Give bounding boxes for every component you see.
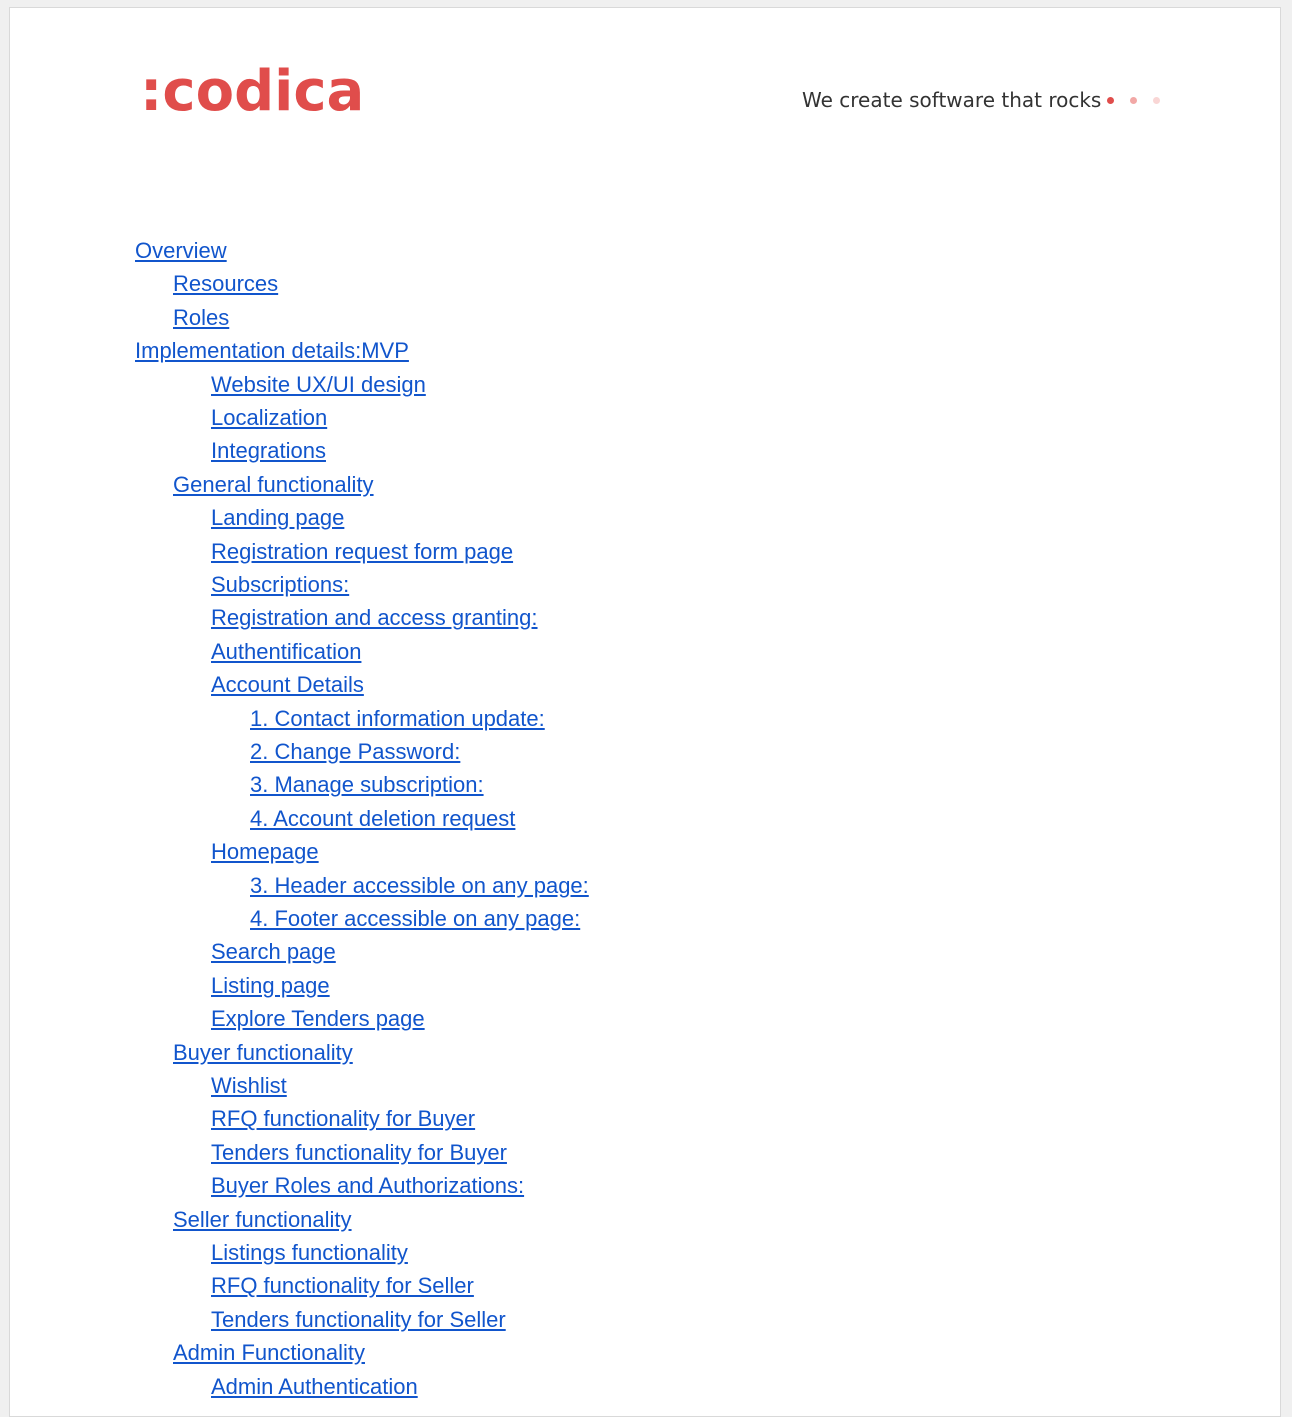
toc-link[interactable]: Search page [211,939,336,965]
tagline [802,88,1176,112]
toc-link[interactable]: Registration request form page [211,538,514,564]
dot-icon [1107,97,1114,104]
document-page [9,7,1281,1417]
toc-link[interactable]: Tenders functionality for Buyer [211,1139,507,1165]
toc-link[interactable]: Subscriptions: [211,572,350,597]
toc-link[interactable]: Homepage [211,839,319,865]
toc-link[interactable]: Admin Authentication [211,1373,418,1399]
toc-link[interactable]: Buyer functionality [173,1039,353,1065]
toc-link[interactable]: Landing page [211,505,345,531]
dot-icon [1130,97,1137,104]
toc-link[interactable]: General functionality [173,471,374,497]
tagline-dots [1107,97,1176,104]
toc-link[interactable]: Overview [135,238,227,263]
toc-link[interactable]: Website UX/UI design [211,371,426,397]
toc-link[interactable]: 2. Change Password: [250,739,461,764]
toc-link[interactable]: RFQ functionality for Seller [211,1273,474,1299]
toc-link[interactable]: 3. Manage subscription: [250,772,484,798]
toc-link[interactable]: 4. Account deletion request [250,805,516,831]
dot-icon [1153,97,1160,104]
toc-link[interactable]: Admin Functionality [173,1340,365,1366]
toc-link[interactable]: Explore Tenders page [211,1006,425,1032]
toc-link[interactable]: Listings functionality [211,1240,408,1265]
toc-link[interactable]: Seller functionality [173,1206,352,1232]
toc-link[interactable]: Implementation details:MVP [135,338,409,364]
toc-link[interactable]: Roles [173,304,230,330]
toc-link[interactable]: Localization [211,405,328,430]
toc-link[interactable]: Buyer Roles and Authorizations: [211,1173,525,1199]
toc-link[interactable]: Resources [173,271,279,297]
toc-link[interactable]: Wishlist [211,1073,287,1098]
toc-link[interactable]: Tenders functionality for Seller [211,1306,506,1332]
toc-link[interactable]: 3. Header accessible on any page: [250,872,589,898]
codica-logo: :codica [140,59,365,124]
toc-link[interactable]: Authentification [211,638,362,664]
toc-link[interactable]: Registration and access granting: [211,605,538,631]
toc-link[interactable]: 1. Contact information update: [250,705,545,731]
tagline-text: We create software that rocks [802,88,1102,112]
toc-link[interactable]: 4. Footer accessible on any page: [250,906,581,931]
toc-link[interactable]: RFQ functionality for Buyer [211,1106,476,1132]
toc-link[interactable]: Account Details [211,672,364,698]
toc-link[interactable]: Listing page [211,972,330,998]
toc-link[interactable]: Integrations [211,438,326,464]
